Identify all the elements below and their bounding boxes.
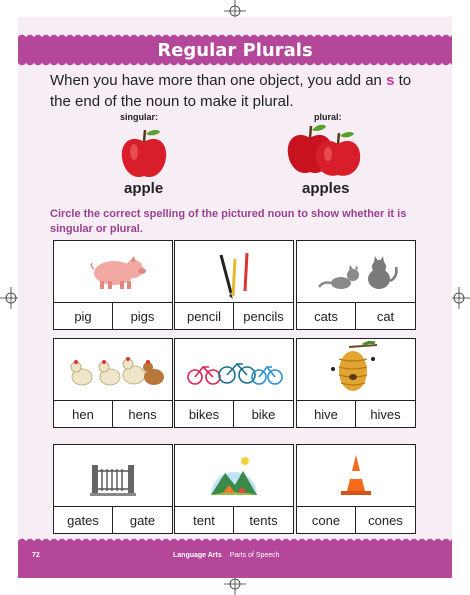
picture-card-cone [296, 444, 416, 534]
picture-card-hens [53, 338, 173, 428]
singular-word: apple [124, 180, 164, 197]
apple-icon [118, 126, 170, 180]
option-pencils[interactable]: pencils [234, 302, 293, 330]
plural-label: plural: [314, 112, 342, 122]
option-gates[interactable]: gates [54, 506, 113, 534]
intro-text-before: When you have more than one object, you add an [50, 72, 387, 89]
picture-card-hive [296, 338, 416, 428]
cats-icon [297, 241, 415, 302]
option-tents[interactable]: tents [234, 506, 293, 534]
option-pigs[interactable]: pigs [113, 302, 172, 330]
option-cats[interactable]: cats [297, 302, 356, 330]
pig-icon [54, 241, 172, 302]
picture-card-bikes [174, 338, 294, 428]
page-number: 72 [32, 552, 40, 559]
intro-highlight-letter: s [386, 72, 395, 89]
pencils-icon [175, 241, 293, 302]
picture-card-gate [53, 444, 173, 534]
footer-subject: Language Arts [173, 552, 222, 559]
picture-card-pencils [174, 240, 294, 330]
title-banner [18, 37, 452, 63]
footer-text [173, 552, 280, 559]
option-hens[interactable]: hens [113, 400, 172, 428]
option-hives[interactable]: hives [356, 400, 415, 428]
option-cone[interactable]: cone [297, 506, 356, 534]
option-hive[interactable]: hive [297, 400, 356, 428]
intro-text-after: to the end of the noun to make it plural. [50, 72, 412, 110]
plural-word: apples [302, 180, 350, 197]
traffic-cone-icon [297, 445, 415, 506]
option-hen[interactable]: hen [54, 400, 113, 428]
intro-text [50, 70, 430, 112]
bikes-icon [175, 339, 293, 400]
footer-banner [18, 541, 452, 578]
picture-card-tents [174, 444, 294, 534]
beehive-icon [297, 339, 415, 400]
tents-icon [175, 445, 293, 506]
apples-icon [286, 120, 366, 178]
option-pig[interactable]: pig [54, 302, 113, 330]
picture-card-pig [53, 240, 173, 330]
option-bike[interactable]: bike [234, 400, 293, 428]
option-gate[interactable]: gate [113, 506, 172, 534]
option-pencil[interactable]: pencil [175, 302, 234, 330]
instructions: Circle the correct spelling of the pictured noun to show whether it is singular or plural. [50, 208, 407, 235]
gate-icon [54, 445, 172, 506]
picture-card-cats [296, 240, 416, 330]
footer-topic: Parts of Speech [229, 552, 280, 559]
option-bikes[interactable]: bikes [175, 400, 234, 428]
option-cones[interactable]: cones [356, 506, 415, 534]
hens-icon [54, 339, 172, 400]
page-title: Regular Plurals [157, 40, 313, 61]
option-tent[interactable]: tent [175, 506, 234, 534]
option-cat[interactable]: cat [356, 302, 415, 330]
singular-label: singular: [120, 112, 159, 122]
